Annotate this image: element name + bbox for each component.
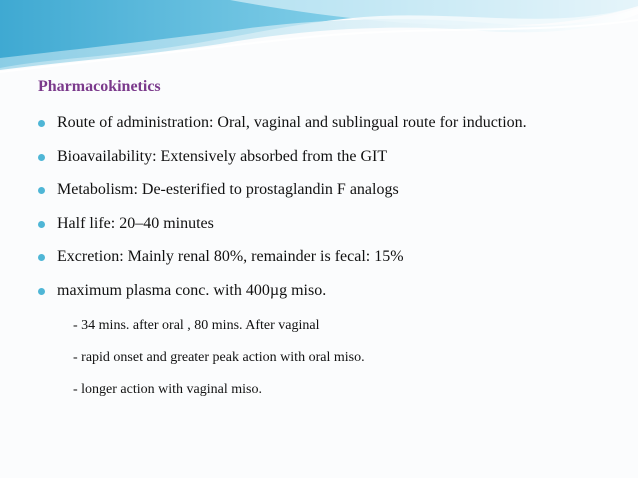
- bullet-dot-icon: [38, 154, 45, 161]
- bullet-text: Bioavailability: Extensively absorbed from the GIT: [57, 147, 388, 165]
- sub-point-list: [73, 316, 365, 412]
- bullet-route: [38, 112, 628, 146]
- bullet-dot-icon: [38, 254, 45, 261]
- bullet-text: Metabolism: De-esterified to prostaglandin F analogs: [57, 181, 399, 198]
- bullet-text: Excretion: Mainly renal 80%, remainder is fecal: 15%: [57, 248, 404, 265]
- bullet-half-life: [38, 213, 628, 247]
- bullet-dot-icon: [38, 120, 45, 127]
- sub-point: - longer action with vaginal miso.: [73, 382, 262, 397]
- bullet-dot-icon: [38, 288, 45, 295]
- bullet-bioavailability: [38, 146, 628, 180]
- slide-title: Pharmacokinetics: [38, 78, 161, 95]
- bullet-text: maximum plasma conc. with 400µg miso.: [57, 281, 327, 299]
- bullet-metabolism: [38, 179, 628, 213]
- bullet-plasma-conc: [38, 280, 628, 314]
- sub-point: - rapid onset and greater peak action with oral miso.: [73, 350, 365, 365]
- sub-point: - 34 mins. after oral , 80 mins. After vaginal: [73, 318, 320, 333]
- bullet-text: Route of administration: Oral, vaginal and sublingual route for induction.: [57, 114, 527, 131]
- bullet-dot-icon: [38, 187, 45, 194]
- bullet-text: Half life: 20–40 minutes: [57, 214, 214, 232]
- bullet-dot-icon: [38, 221, 45, 228]
- bullet-excretion: [38, 246, 628, 280]
- header-wave-decoration: [0, 0, 638, 80]
- bullet-list: [38, 112, 628, 313]
